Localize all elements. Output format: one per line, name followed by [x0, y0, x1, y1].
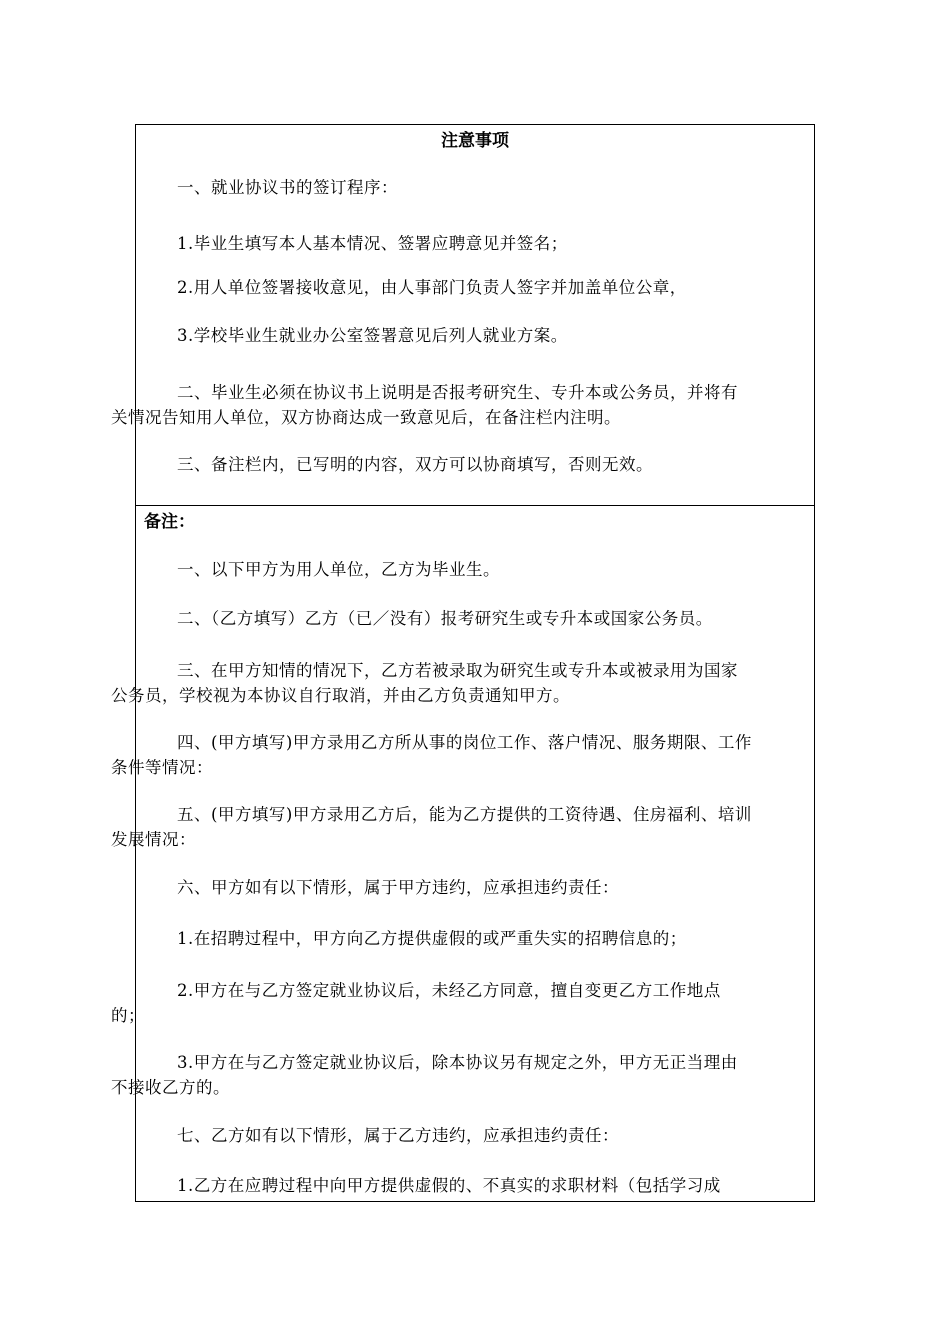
remark-item: 三、在甲方知情的情况下，乙方若被录取为研究生或专升本或被录用为国家 公务员，学校视为本协议自行取消，并由乙方负责通知甲方。 — [111, 661, 738, 705]
notice-item: 3.学校毕业生就业办公室签署意见后列人就业方案。 — [177, 326, 568, 345]
remark-item: 1.在招聘过程中，甲方向乙方提供虚假的或严重失实的招聘信息的； — [177, 929, 687, 948]
table-content — [111, 125, 814, 1201]
notice-item: 1.毕业生填写本人基本情况、签署应聘意见并签名； — [177, 234, 568, 253]
remark-item: 二、（乙方填写）乙方（已／没有）报考研究生或专升本或国家公务员。 — [177, 609, 713, 628]
section-divider — [136, 505, 814, 506]
notice-item: 二、毕业生必须在协议书上说明是否报考研究生、专升本或公务员，并将有 关情况告知用人单位，双方协商达成一致意见后，在备注栏内注明。 — [111, 383, 738, 427]
notice-item: 一、就业协议书的签订程序： — [177, 178, 398, 197]
remark-item: 2.甲方在与乙方签定就业协议后，未经乙方同意，擅自变更乙方工作地点 的； — [111, 981, 721, 1025]
remark-item: 七、乙方如有以下情形，属于乙方违约，应承担违约责任： — [177, 1126, 619, 1145]
remark-item: 六、甲方如有以下情形，属于甲方违约，应承担违约责任： — [177, 878, 619, 897]
remark-item: 1.乙方在应聘过程中向甲方提供虚假的、不真实的求职材料（包括学习成 — [177, 1176, 721, 1195]
notice-item: 2.用人单位签署接收意见，由人事部门负责人签字并加盖单位公章， — [177, 278, 687, 297]
notice-title: 注意事项 — [441, 131, 509, 151]
agreement-notice-table — [111, 124, 815, 1202]
remark-item: 四、(甲方填写)甲方录用乙方所从事的岗位工作、落户情况、服务期限、工作 条件等情况： — [111, 733, 752, 777]
remark-item: 五、(甲方填写)甲方录用乙方后，能为乙方提供的工资待遇、住房福利、培训 发展情况： — [111, 805, 752, 849]
remark-item: 3.甲方在与乙方签定就业协议后，除本协议另有规定之外，甲方无正当理由 不接收乙方的。 — [111, 1053, 738, 1097]
remark-item: 一、以下甲方为用人单位，乙方为毕业生。 — [177, 560, 500, 579]
remarks-label: 备注： — [144, 512, 195, 532]
notice-item: 三、备注栏内，已写明的内容，双方可以协商填写，否则无效。 — [177, 455, 653, 474]
